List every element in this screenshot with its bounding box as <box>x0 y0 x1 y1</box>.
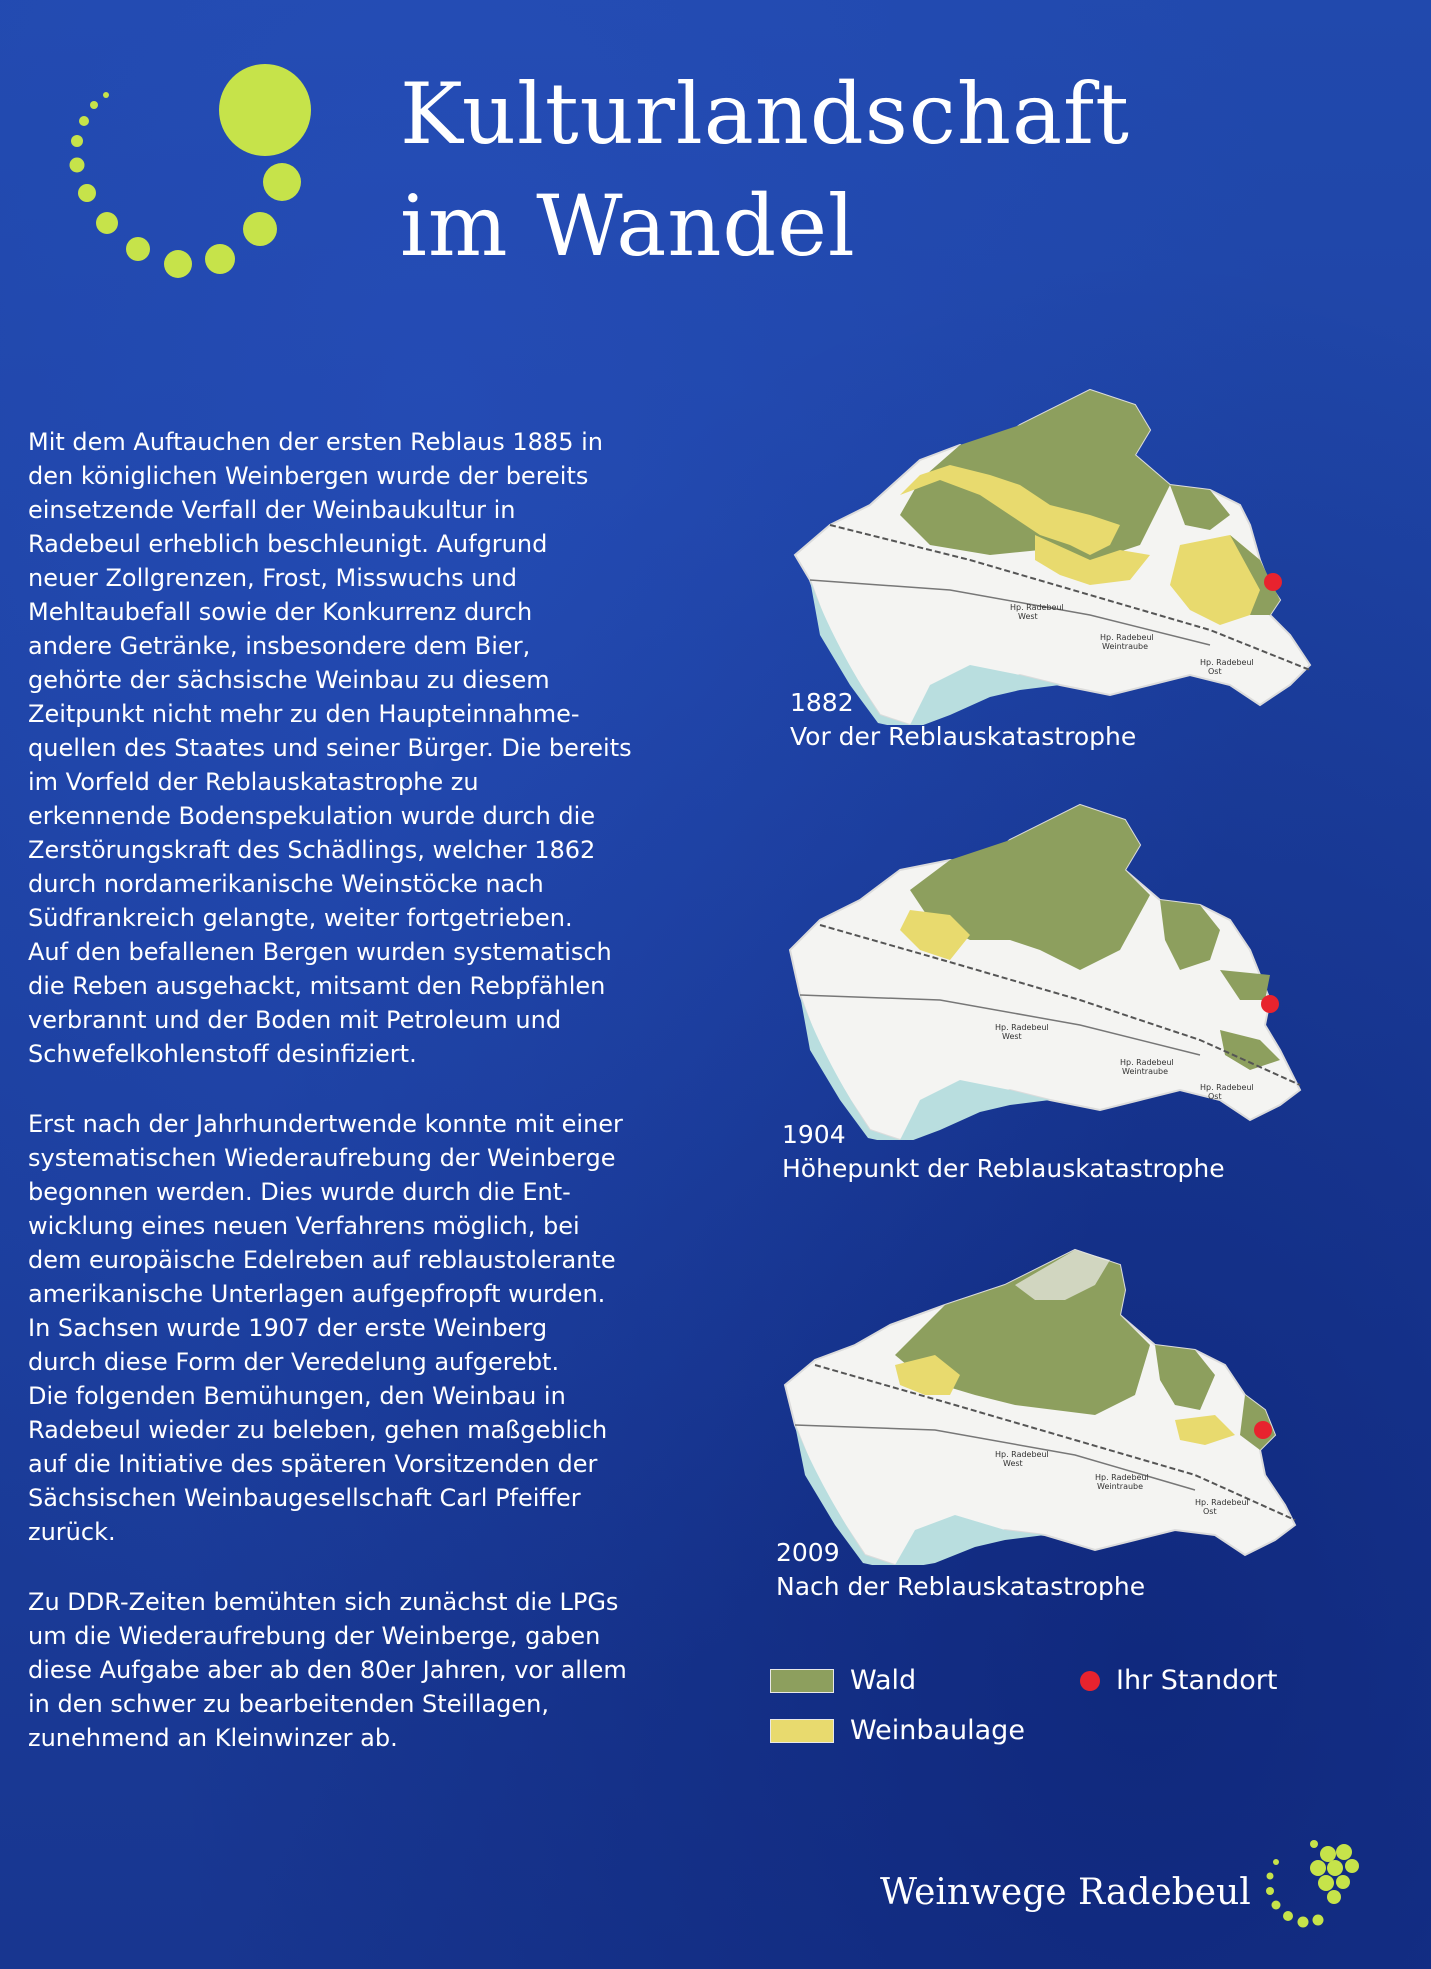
map-1904-caption <box>782 1118 1225 1186</box>
map-2009-year: 2009 <box>776 1538 840 1567</box>
map-1904-year: 1904 <box>782 1120 846 1149</box>
map-radebeul-1904-icon <box>780 800 1350 1140</box>
footer-brand: Weinwege Radebeul <box>880 1872 1251 1913</box>
legend-label-weinbaulage: Weinbaulage <box>850 1715 1025 1746</box>
title-line-2: im Wandel <box>400 177 856 275</box>
svg-text:Hp. RadebeulOst: Hp. Radebeul Ost <box>1200 658 1254 676</box>
map-1882-label: Vor der Reblauskatastrophe <box>790 722 1137 751</box>
map-1882 <box>790 385 1360 725</box>
standort-marker-icon <box>1254 1421 1272 1439</box>
map-1904-label: Höhepunkt der Reblauskatastrophe <box>782 1154 1225 1183</box>
paragraph-2: Erst nach der Jahrhundertwende konnte mit einer systematischen Wiederaufrebung der Weinberge begonnen werden. Dies wurde durch die Ent- wicklung eines neuen Verfahrens möglich, bei dem europäische Edelreben auf reblaustolerante amerikanische Unterlagen aufgepfropft wurden. In Sachsen wurde 1907 der erste Weinberg durch diese Form der Veredelung aufgerebt. Die folgenden Bemühungen, den Weinbau in Radebeul wieder zu beleben, gehen maßgeblich auf die Initiative des späteren Vorsitzenden der Sächsischen Weinbaugesellschaft Carl Pfeiffer zurück. <box>28 1110 623 1546</box>
standort-marker-icon <box>1261 995 1279 1013</box>
title-line-1: Kulturlandschaft <box>400 65 1130 163</box>
paragraph-1: Mit dem Auftauchen der ersten Reblaus 1885 in den königlichen Weinbergen wurde der bereits einsetzende Verfall der Weinbaukultur in Radebeul erheblich beschleunigt. Aufgrund neuer Zollgrenzen, Frost, Misswuchs und Mehltaubefall sowie der Konkurrenz durch andere Getränke, insbesondere dem Bier, gehörte der sächsische Weinbau zu diesem Zeitpunkt nicht mehr zu den Haupteinnahme- quellen des Staates und seiner Bürger. Die bereits im Vorfeld der Reblauskatastrophe zu erkennende Bodenspekulation wurde durch die Zerstörungskraft des Schädlings, welcher 1862 durch nordamerikanische Weinstöcke nach Südfrankreich gelangte, weiter fortgetrieben. Auf den befallenen Bergen wurden systematisch die Reben ausgehackt, mitsamt den Rebpfählen verbrannt und der Boden mit Petroleum und Schwefelkohlenstoff desinfiziert. <box>28 428 632 1068</box>
map-2009-label: Nach der Reblauskatastrophe <box>776 1572 1146 1601</box>
svg-text:Hp. RadebeulOst: Hp. Radebeul Ost <box>1195 1498 1249 1516</box>
paragraph-3: Zu DDR-Zeiten bemühten sich zunächst die LPGs um die Wiederaufrebung der Weinberge, gaben diese Aufgabe aber ab den 80er Jahren, vor allem in den schwer zu bearbeitenden Steillagen, zunehmend an Kleinwinzer ab. <box>28 1588 627 1752</box>
legend-label-standort: Ihr Standort <box>1116 1665 1278 1696</box>
legend-label-wald: Wald <box>850 1665 917 1696</box>
map-legend <box>770 1665 1290 1775</box>
page-title <box>400 58 1160 282</box>
wald-swatch-icon <box>770 1669 834 1693</box>
legend-item-weinbaulage <box>770 1715 1025 1746</box>
svg-text:Hp. RadebeulWest: Hp. Radebeul West <box>1010 603 1064 621</box>
svg-text:Hp. RadebeulWeintraube: Hp. Radebeul Weintraube <box>1100 633 1154 651</box>
legend-item-wald <box>770 1665 916 1696</box>
map-2009-caption <box>776 1536 1145 1604</box>
standort-dot-icon <box>1080 1671 1100 1691</box>
svg-text:Hp. RadebeulWeintraube: Hp. Radebeul Weintraube <box>1095 1473 1149 1491</box>
map-1882-caption <box>790 686 1136 754</box>
svg-text:Hp. RadebeulOst: Hp. Radebeul Ost <box>1200 1083 1254 1101</box>
svg-text:Hp. RadebeulWest: Hp. Radebeul West <box>995 1450 1049 1468</box>
map-1904 <box>780 800 1350 1140</box>
map-1882-year: 1882 <box>790 688 854 717</box>
map-radebeul-1882-icon <box>790 385 1360 725</box>
green-dots-logo-icon <box>60 55 330 295</box>
body-text <box>28 425 718 1791</box>
svg-text:Hp. RadebeulWest: Hp. Radebeul West <box>995 1023 1049 1041</box>
legend-item-standort <box>1080 1665 1278 1696</box>
svg-text:Hp. RadebeulWeintraube: Hp. Radebeul Weintraube <box>1120 1058 1174 1076</box>
weinbaulage-swatch-icon <box>770 1719 834 1743</box>
grape-cluster-icon <box>1258 1832 1368 1932</box>
map-2009 <box>775 1245 1345 1565</box>
map-radebeul-2009-icon <box>775 1245 1345 1565</box>
standort-marker-icon <box>1264 573 1282 591</box>
